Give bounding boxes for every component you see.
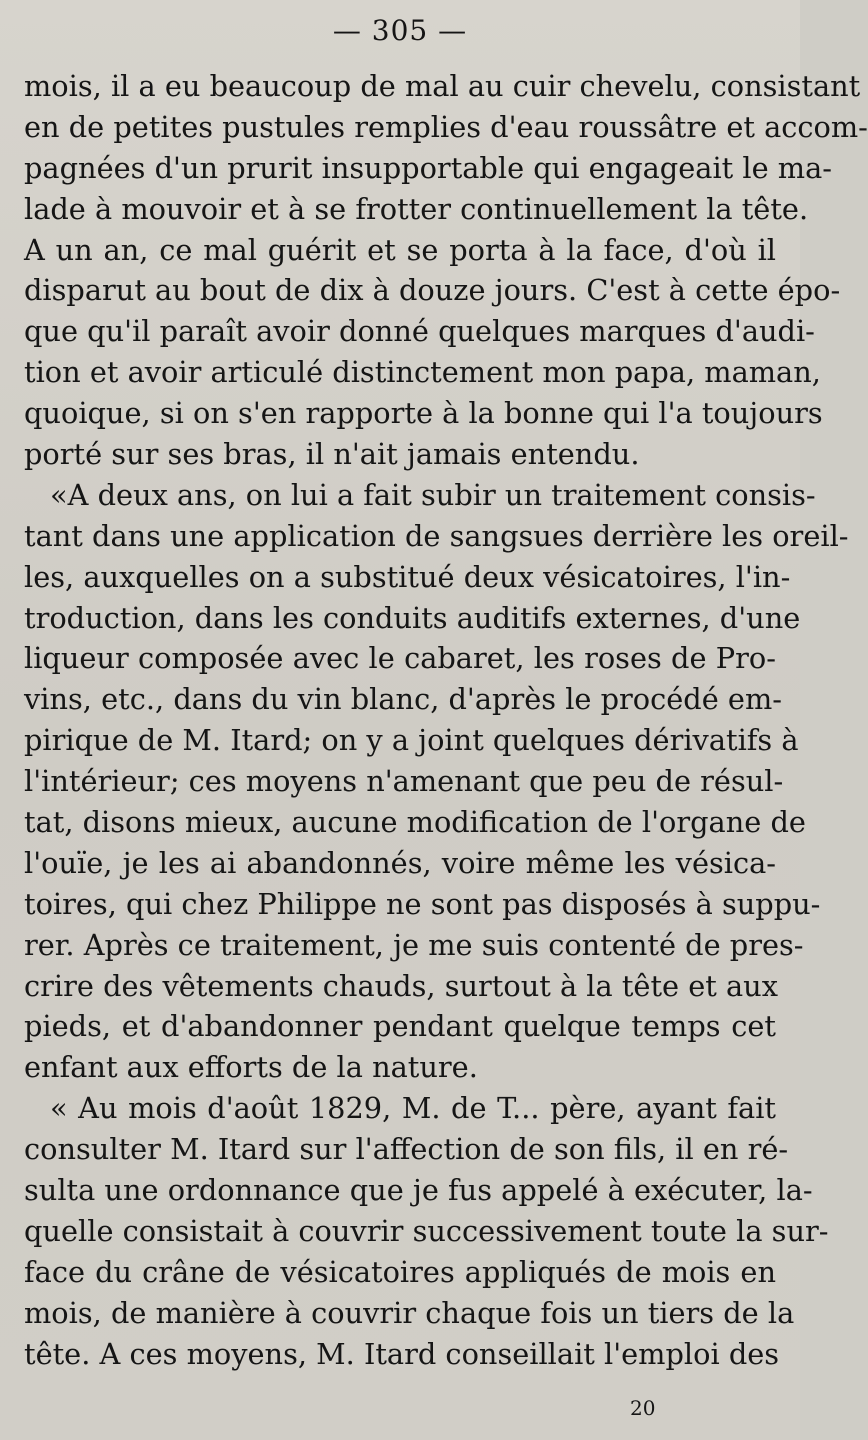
- signature-mark: 20: [630, 1396, 656, 1420]
- text-line: quoique, si on s'en rapporte à la bonne qui l'a toujours: [24, 396, 823, 431]
- text-line: face du crâne de vésicatoires appliqués de mois en: [24, 1254, 776, 1289]
- page-number: — 305 —: [332, 14, 468, 47]
- text-line: sulta une ordonnance que je fus appelé à exécuter, la-: [24, 1173, 813, 1208]
- text-line: mois, de manière à couvrir chaque fois un tiers de la: [24, 1295, 795, 1330]
- text-line: enfant aux efforts de la nature.: [24, 1050, 478, 1085]
- text-line: pagnées d'un prurit insupportable qui engageait le ma-: [24, 150, 833, 185]
- text-line: A un an, ce mal guérit et se porta à la face, d'où il: [24, 232, 776, 267]
- text-line: l'ouïe, je les ai abandonnés, voire même les vésica-: [24, 845, 776, 880]
- text-line: liqueur composée avec le cabaret, les roses de Pro-: [24, 641, 776, 676]
- text-line: mois, il a eu beaucoup de mal au cuir chevelu, consistant: [24, 69, 861, 103]
- text-line: crire des vêtements chauds, surtout à la tête et aux: [24, 968, 778, 1003]
- body-text: [24, 66, 868, 1375]
- text-line: troduction, dans les conduits auditifs externes, d'une: [24, 600, 801, 635]
- text-line: rer. Après ce traitement, je me suis contenté de pres-: [24, 927, 804, 962]
- text-line: disparut au bout de dix à douze jours. C'est à cette épo-: [24, 273, 841, 308]
- text-line: tat, disons mieux, aucune modification de l'organe de: [24, 805, 806, 840]
- text-line: pirique de M. Itard; on y a joint quelques dérivatifs à: [24, 723, 799, 758]
- text-line: «A deux ans, on lui a fait subir un traitement consis-: [50, 477, 816, 512]
- text-line: tion et avoir articulé distinctement mon papa, maman,: [24, 355, 821, 390]
- text-line: les, auxquelles on a substitué deux vésicatoires, l'in-: [24, 559, 791, 594]
- text-line: porté sur ses bras, il n'ait jamais entendu.: [24, 437, 640, 472]
- text-line: quelle consistait à couvrir successivement toute la sur-: [24, 1213, 829, 1248]
- text-line: l'intérieur; ces moyens n'amenant que peu de résul-: [24, 764, 784, 799]
- text-line: « Au mois d'août 1829, M. de T... père, ayant fait: [50, 1091, 776, 1126]
- text-line: vins, etc., dans du vin blanc, d'après le procédé em-: [24, 682, 783, 717]
- text-line: que qu'il paraît avoir donné quelques marques d'audi-: [24, 314, 815, 349]
- text-line: tête. A ces moyens, M. Itard conseillait l'emploi des: [24, 1336, 780, 1371]
- text-line: tant dans une application de sangsues derrière les oreil-: [24, 518, 849, 553]
- text-line: en de petites pustules remplies d'eau roussâtre et accom-: [24, 109, 868, 144]
- text-line: lade à mouvoir et à se frotter continuellement la tête.: [24, 191, 809, 226]
- text-line: toires, qui chez Philippe ne sont pas disposés à suppu-: [24, 886, 821, 921]
- text-line: pieds, et d'abandonner pendant quelque temps cet: [24, 1009, 776, 1044]
- text-line: consulter M. Itard sur l'affection de son fils, il en ré-: [24, 1132, 789, 1167]
